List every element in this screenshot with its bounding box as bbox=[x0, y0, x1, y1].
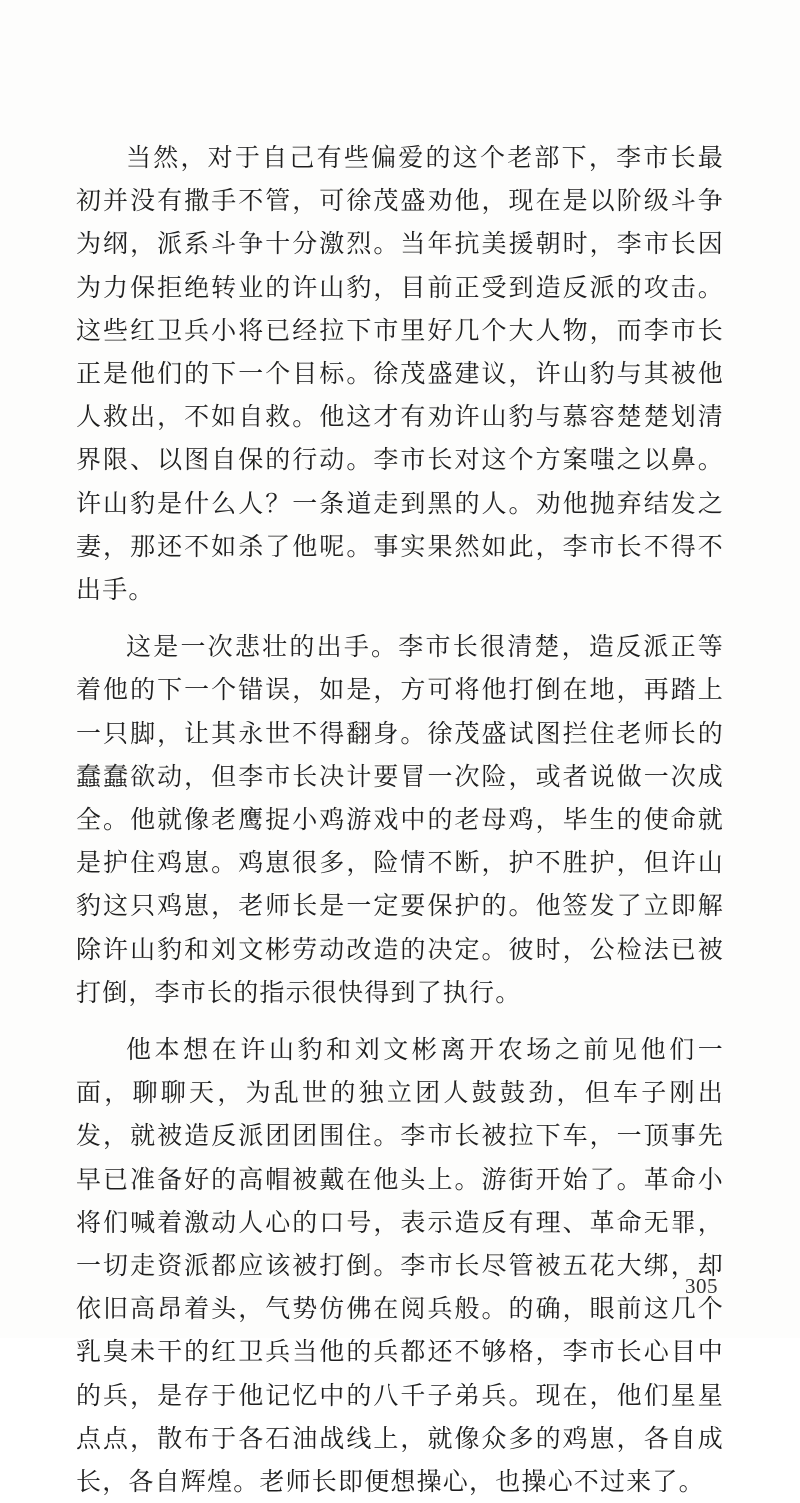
paragraph-1: 当然，对于自己有些偏爱的这个老部下，李市长最初并没有撒手不管，可徐茂盛劝他，现在是以阶级斗争为纲，派系斗争十分激烈。当年抗美援朝时，李市长因为力保拒绝转业的许山豹，目前正受到造反派的攻击。这些红卫兵小将已经拉下市里好几个大人物，而李市长正是他们的下一个目标。徐茂盛建议，许山豹与其被他人救出，不如自救。他这才有劝许山豹与慕容楚楚划清界限、以图自保的行动。李市长对这个方案嗤之以鼻。许山豹是什么人？一条道走到黑的人。劝他抛弃结发之妻，那还不如杀了他呢。事实果然如此，李市长不得不出手。 bbox=[76, 143, 724, 605]
paragraph-3: 他本想在许山豹和刘文彬离开农场之前见他们一面，聊聊天，为乱世的独立团人鼓鼓劲，但车子刚出发，就被造反派团团围住。李市长被拉下车，一顶事先早已准备好的高帽被戴在他头上。游街开始了。革命小将们喊着激动人心的口号，表示造反有理、革命无罪，一切走资派都应该被打倒。李市长尽管被五花大绑，却依旧高昂着头，气势仿佛在阅兵般。的确，眼前这几个乳臭未干的红卫兵当他的兵都还不够格，李市长心目中的兵，是存于他记忆中的八千子弟兵。现在，他们星星点点，散布于各石油战线上，就像众多的鸡崽，各自成长，各自辉煌。老师长即便想操心，也操心不过来了。 bbox=[76, 1035, 724, 1497]
page-number: 305 bbox=[685, 1274, 718, 1298]
body-text bbox=[76, 136, 724, 1503]
paragraph-2: 这是一次悲壮的出手。李市长很清楚，造反派正等着他的下一个错误，如是，方可将他打倒在地，再踏上一只脚，让其永世不得翻身。徐茂盛试图拦住老师长的蠢蠢欲动，但李市长决计要冒一次险，或者说做一次成全。他就像老鹰捉小鸡游戏中的老母鸡，毕生的使命就是护住鸡崽。鸡崽很多，险情不断，护不胜护，但许山豹这只鸡崽，老师长是一定要保护的。他签发了立即解除许山豹和刘文彬劳动改造的决定。彼时，公检法已被打倒，李市长的指示很快得到了执行。 bbox=[76, 632, 724, 1007]
